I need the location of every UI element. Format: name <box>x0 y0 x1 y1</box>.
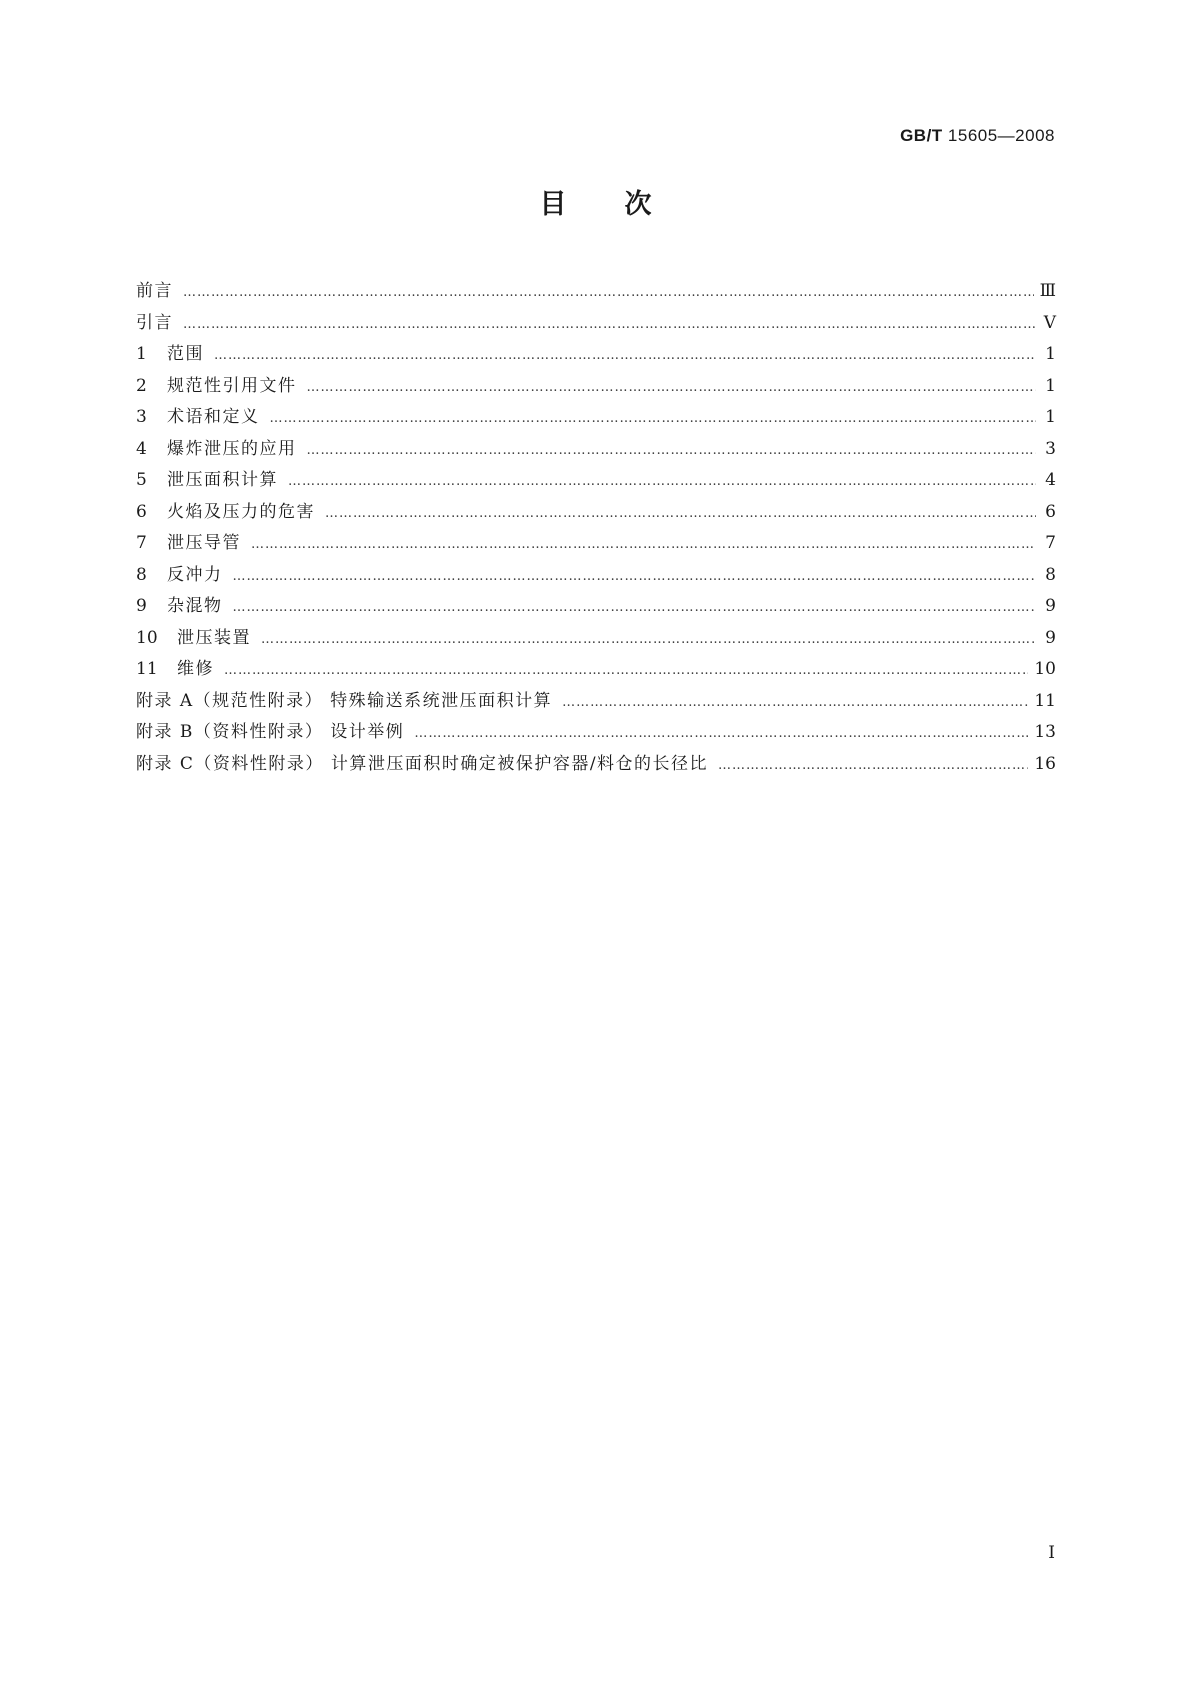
toc-entry-label: 引言 <box>136 312 173 333</box>
page-number: Ⅰ <box>1048 1543 1055 1563</box>
toc-entry-introduction[interactable] <box>136 308 1056 340</box>
toc-entry-number: 10 <box>136 627 158 648</box>
toc-entry-number: 9 <box>136 596 147 616</box>
toc-entry-page: 3 <box>1045 438 1056 459</box>
standard-prefix: GB/T <box>900 126 943 145</box>
toc-leader-dots <box>325 498 1036 530</box>
toc-entry-label: 前言 <box>136 281 173 301</box>
toc-entry-label: 泄压导管 <box>167 533 241 553</box>
toc-entry-9[interactable] <box>136 591 1056 623</box>
toc-entry-11[interactable] <box>136 654 1056 686</box>
toc-entry-number: 11 <box>136 659 158 679</box>
page-title: 目次 <box>539 189 710 220</box>
toc-entry-page: 11 <box>1034 690 1056 711</box>
toc-entry-6[interactable] <box>136 497 1056 529</box>
toc-entry-5[interactable] <box>136 465 1056 497</box>
toc-entry-appendix-c[interactable] <box>136 749 1056 781</box>
toc-leader-dots <box>214 340 1036 372</box>
toc-entry-label: 杂混物 <box>167 596 223 616</box>
toc-entry-page: 7 <box>1045 533 1056 553</box>
toc-leader-dots <box>718 750 1028 782</box>
toc-entry-page: 4 <box>1045 470 1056 490</box>
toc-entry-8[interactable] <box>136 560 1056 592</box>
toc-leader-dots <box>261 624 1036 656</box>
toc-entry-label: 附录 C（资料性附录） 计算泄压面积时确定被保护容器/料仓的长径比 <box>136 753 709 774</box>
toc-entry-page: 13 <box>1034 722 1056 742</box>
toc-entry-page: 1 <box>1045 407 1056 427</box>
table-of-contents <box>136 276 1056 780</box>
toc-leader-dots <box>288 466 1036 498</box>
toc-entry-label: 术语和定义 <box>167 407 260 427</box>
standard-number: 15605—2008 <box>947 126 1055 145</box>
toc-leader-dots <box>562 687 1028 719</box>
toc-entry-page: Ⅴ <box>1043 312 1056 333</box>
toc-entry-page: Ⅲ <box>1039 281 1056 301</box>
toc-entry-label: 范围 <box>167 344 204 364</box>
toc-entry-label: 爆炸泄压的应用 <box>167 438 297 459</box>
toc-entry-appendix-a[interactable] <box>136 686 1056 718</box>
toc-entry-1[interactable] <box>136 339 1056 371</box>
toc-entry-7[interactable] <box>136 528 1056 560</box>
toc-entry-4[interactable] <box>136 434 1056 466</box>
toc-leader-dots <box>414 718 1028 750</box>
toc-entry-page: 8 <box>1045 564 1056 585</box>
toc-entry-label: 附录 A（规范性附录） 特殊输送系统泄压面积计算 <box>136 690 553 711</box>
toc-entry-label: 火焰及压力的危害 <box>167 501 315 522</box>
toc-entry-page: 1 <box>1045 375 1056 396</box>
toc-entry-number: 7 <box>136 533 147 553</box>
toc-leader-dots <box>183 309 1036 341</box>
toc-entry-page: 10 <box>1034 659 1056 679</box>
toc-entry-label: 规范性引用文件 <box>167 375 297 396</box>
toc-entry-label: 附录 B（资料性附录） 设计举例 <box>136 722 405 742</box>
toc-entry-number: 1 <box>136 344 147 364</box>
toc-entry-number: 8 <box>136 564 147 585</box>
toc-entry-page: 9 <box>1045 627 1056 648</box>
toc-entry-10[interactable] <box>136 623 1056 655</box>
toc-entry-page: 9 <box>1045 596 1056 616</box>
toc-leader-dots <box>233 592 1037 624</box>
toc-entry-number: 6 <box>136 501 147 522</box>
toc-entry-label: 反冲力 <box>167 564 223 585</box>
toc-entry-label: 维修 <box>177 659 214 679</box>
toc-entry-appendix-b[interactable] <box>136 717 1056 749</box>
toc-entry-page: 6 <box>1045 501 1056 522</box>
toc-leader-dots <box>307 372 1037 404</box>
toc-entry-number: 5 <box>136 470 147 490</box>
standard-code <box>900 126 1055 146</box>
toc-leader-dots <box>233 561 1037 593</box>
toc-leader-dots <box>251 529 1036 561</box>
toc-entry-page: 1 <box>1045 344 1056 364</box>
toc-leader-dots <box>307 435 1037 467</box>
toc-entry-number: 3 <box>136 407 147 427</box>
toc-leader-dots <box>224 655 1028 687</box>
toc-entry-3[interactable] <box>136 402 1056 434</box>
toc-leader-dots <box>183 277 1034 309</box>
toc-entry-label: 泄压面积计算 <box>167 470 278 490</box>
toc-leader-dots <box>270 403 1037 435</box>
toc-entry-2[interactable] <box>136 371 1056 403</box>
toc-entry-foreword[interactable] <box>136 276 1056 308</box>
toc-entry-number: 2 <box>136 375 147 396</box>
toc-entry-number: 4 <box>136 438 147 459</box>
toc-entry-label: 泄压装置 <box>177 627 251 648</box>
toc-entry-page: 16 <box>1034 753 1056 774</box>
